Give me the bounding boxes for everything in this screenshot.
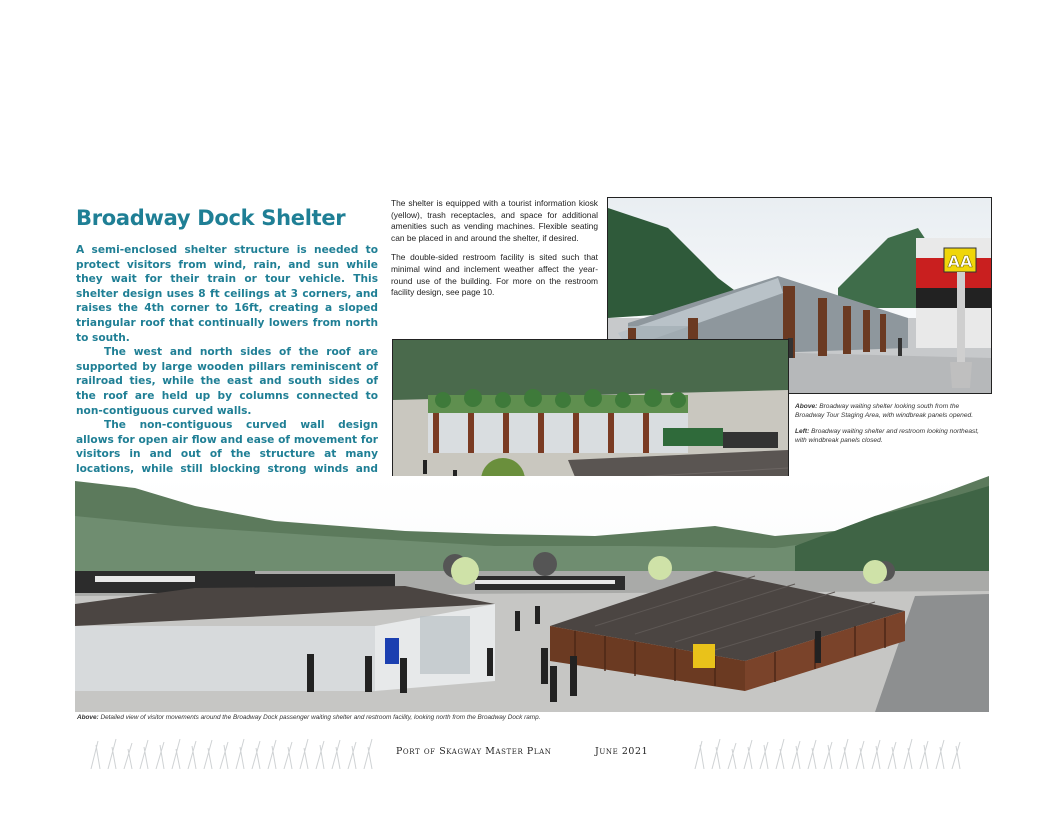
page-title: Broadway Dock Shelter [76,206,346,230]
footer-title: Port of Skagway Master Plan [396,746,552,757]
decorative-grass-left [86,735,382,769]
caption-left-text: Broadway waiting shelter and restroom looking northeast, with windbreak panels closed. [795,428,979,444]
kiosk-sign-text: AA [947,252,973,271]
body-text-column [391,198,598,307]
footer-date: June 2021 [595,746,649,757]
body-paragraph: The shelter is equipped with a tourist information kiosk (yellow), trash receptacles, and space for additional amenities such as vending machines. Flexible seating can be placed in and around the shelter, if desired. [391,198,598,243]
broadway-dock-panorama-image [75,476,989,712]
decorative-grass-right [690,735,975,769]
caption-above-text: Broadway waiting shelter looking south from the Broadway Tour Staging Area, with windbreak panels opened. [795,403,974,419]
panorama-caption [77,714,977,721]
caption-above-label: Above: [795,403,818,410]
photo-captions [795,403,990,453]
body-paragraph: The double-sided restroom facility is sited such that minimal wind and inclement weather affect the year-round use of the building. For more on the restroom facility design, see page 10. [391,252,598,298]
intro-paragraph: The non-contiguous curved wall design allows for open air flow and ease of movement for visitors in and out of the structure at many locations, while still blocking strong winds and [76,419,378,475]
intro-paragraph: The west and north sides of the roof are supported by large wooden pillars reminiscent of railroad ties, while the east and south sides of the roof are held up by columns connected to non-contiguous curved walls. [76,346,378,417]
intro-text [76,243,378,491]
caption-left [795,428,990,445]
panorama-caption-text: Detailed view of visitor movements around the Broadway Dock passenger waiting shelter and restroom facility, looking north from the Broadway Dock ramp. [98,714,541,721]
caption-above [795,403,990,420]
broadway-dock-panorama-illustration [75,476,989,712]
caption-left-label: Left: [795,428,810,436]
intro-paragraph: A semi-enclosed shelter structure is needed to protect visitors from wind, rain, and sun while they wait for their train or tour vehicle. This shelter design uses 8 ft ceilings at 3 corners, and raises the 4th corner to 16ft, creating a sloped triangular roof that continually lowers from north to south. [76,244,378,344]
panorama-caption-label: Above: [77,714,99,721]
